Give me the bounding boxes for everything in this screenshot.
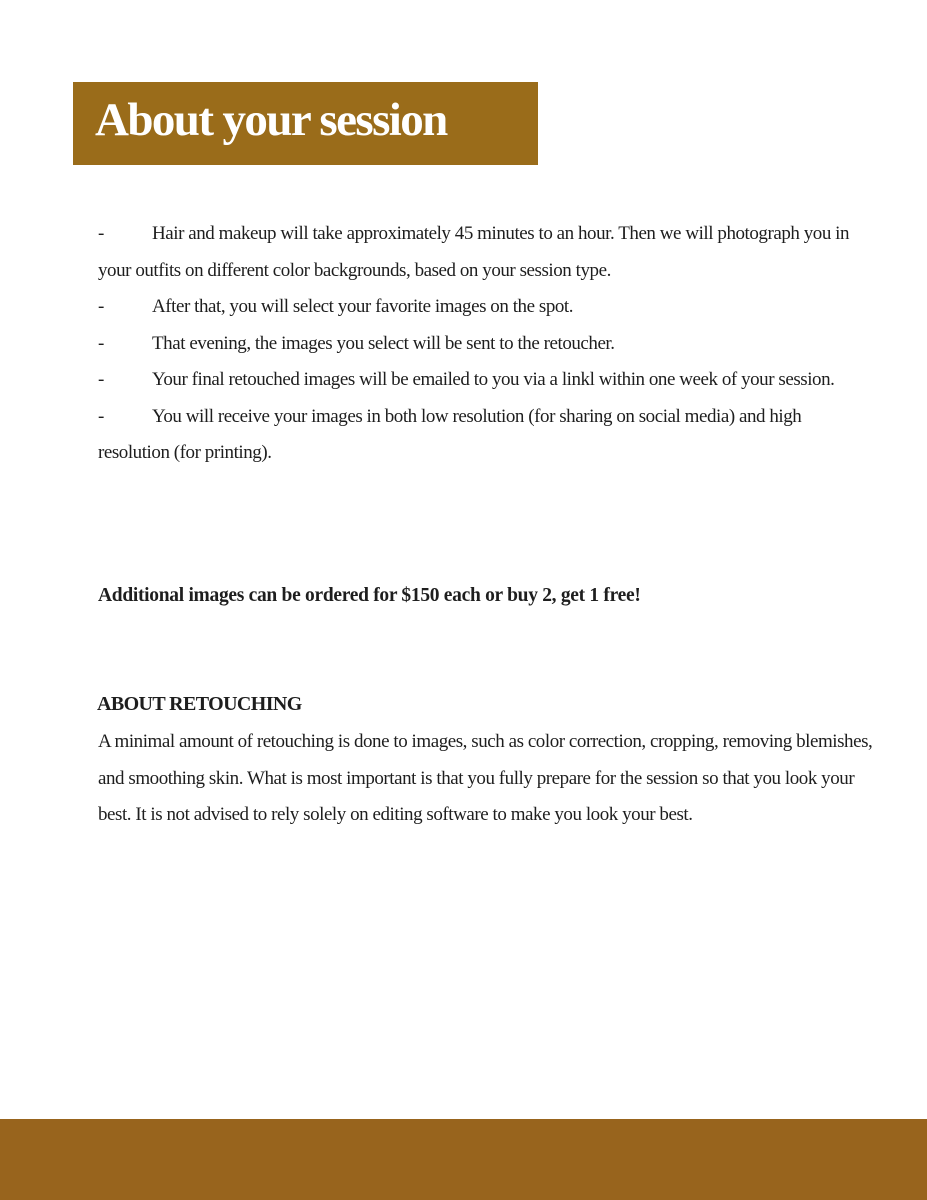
- list-item-text: After that, you will select your favorite images on the spot.: [152, 296, 574, 317]
- bullet-marker: -: [98, 405, 104, 427]
- session-steps-list: [98, 216, 858, 472]
- retouching-paragraph: A minimal amount of retouching is done to images, such as color correction, cropping, removing blemishes, and smoothing skin. What is most important is that you fully prepare for the session so that you look your best. It is not advised to rely solely on editing software to make you look your best.: [98, 731, 873, 825]
- footer-band: [0, 1119, 927, 1200]
- list-item-text: That evening, the images you select will be sent to the retoucher.: [152, 332, 615, 354]
- bullet-marker: -: [98, 223, 104, 244]
- title-banner: [73, 82, 538, 165]
- page-title: About your session: [95, 94, 447, 146]
- offer-text: Additional images can be ordered for $150 each or buy 2, get 1 free!: [98, 585, 641, 606]
- list-item: [98, 216, 858, 289]
- bullet-marker: -: [98, 332, 104, 354]
- retouching-heading: ABOUT RETOUCHING: [97, 693, 302, 715]
- bullet-marker: -: [98, 369, 104, 390]
- list-item: [98, 362, 858, 399]
- list-item: [98, 289, 858, 326]
- list-item-text: Hair and makeup will take approximately 45 minutes to an hour. Then we will photograph you in your outfits on different color backgrounds, based on your session type.: [98, 223, 850, 281]
- list-item: [98, 399, 858, 472]
- bullet-marker: -: [98, 296, 104, 317]
- list-item-text: Your final retouched images will be emailed to you via a linkl within one week of your session.: [152, 369, 835, 390]
- list-item-text: You will receive your images in both low resolution (for sharing on social media) and high resolution (for printing).: [98, 405, 802, 463]
- list-item: [98, 326, 858, 363]
